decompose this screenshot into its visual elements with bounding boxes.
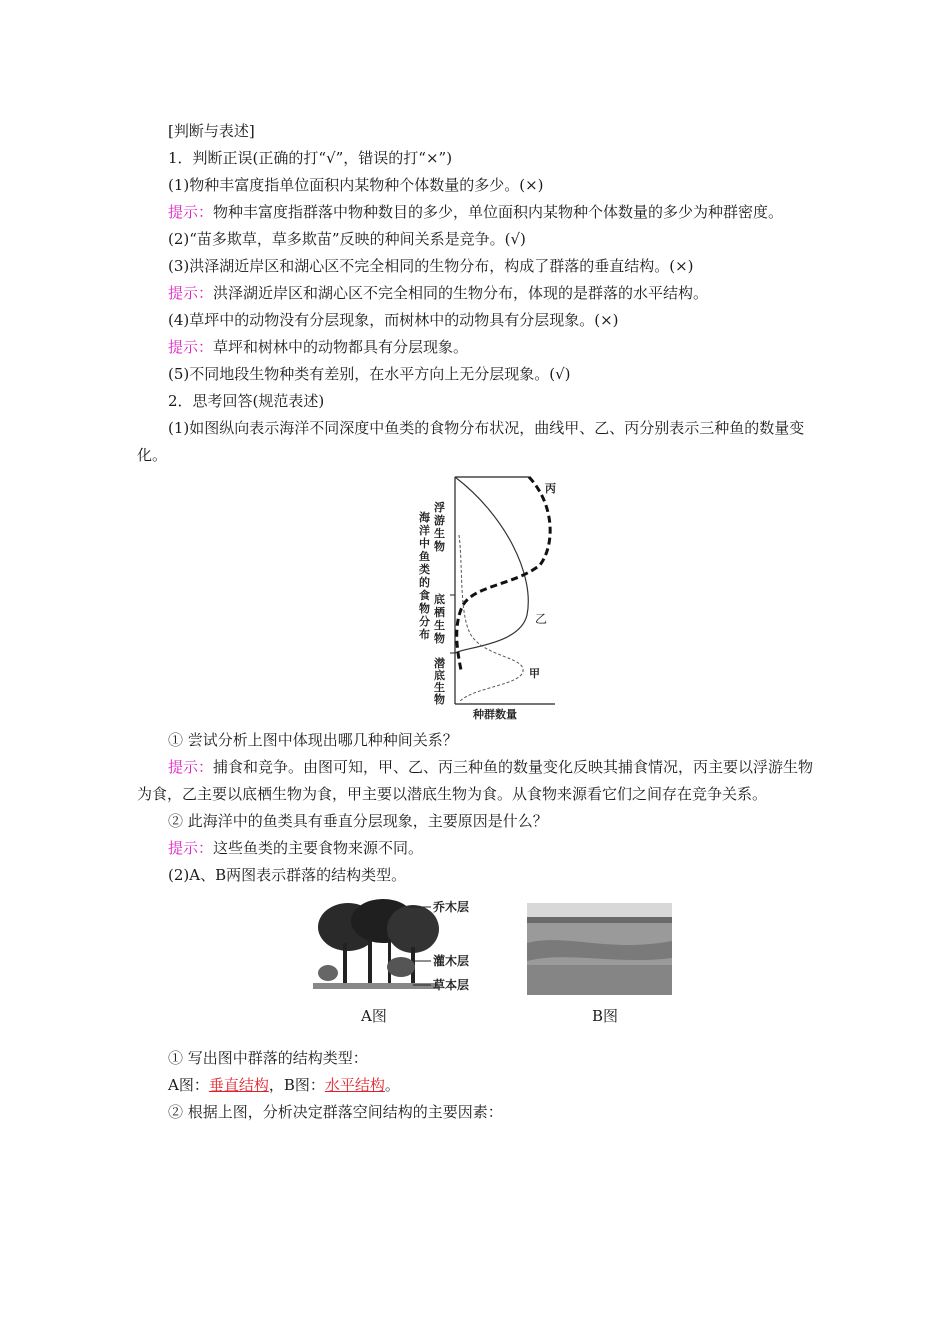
curve-label-yi: 乙 — [535, 612, 548, 626]
ylabel-char: 分 — [419, 615, 430, 628]
curve-jia — [459, 535, 523, 701]
curve-label-jia: 甲 — [529, 667, 540, 680]
tree-trunk — [368, 939, 372, 989]
zone-char: 栖 — [434, 606, 445, 619]
hint-text: 这些鱼类的主要食物来源不同。 — [213, 839, 424, 857]
question-2-part-1: (1)如图纵向表示海洋不同深度中鱼类的食物分布状况，曲线甲、乙、丙分别表示三种鱼的数量变化。 — [137, 419, 805, 464]
hint-label: 提示： — [168, 839, 214, 857]
document-body — [137, 118, 817, 1126]
sub-question-1: ① 尝试分析上图中体现出哪几种种间关系？ — [168, 731, 458, 749]
sky — [527, 903, 672, 917]
zone-char: 物 — [434, 540, 445, 553]
hint-text: 草坪和树林中的动物都具有分层现象。 — [213, 338, 469, 356]
tree-trunk — [343, 943, 347, 989]
ylabel-char: 海 — [419, 511, 430, 524]
end-mark: 。 — [384, 1076, 400, 1094]
curve-bing — [457, 477, 550, 670]
sub-question-2: ② 此海洋中的鱼类具有垂直分层现象，主要原因是什么？ — [168, 812, 548, 830]
answer-a: 垂直结构 — [208, 1076, 269, 1094]
y-axis-label — [418, 510, 431, 641]
zone-char: 生 — [434, 619, 445, 632]
zone-char: 生 — [434, 681, 445, 694]
statement-4: (4)草坪中的动物没有分层现象，而树林中的动物具有分层现象。(×) — [168, 311, 619, 329]
x-axis-label: 种群数量 — [473, 708, 517, 721]
fish-distribution-chart — [405, 475, 575, 721]
sub-answer-3 — [137, 1072, 817, 1099]
zone-label-text — [434, 656, 445, 706]
zone-label-plankton — [434, 500, 445, 553]
ylabel-char: 类 — [419, 563, 430, 576]
figure-fish-distribution — [137, 469, 817, 727]
statement-2: (2)“苗多欺草，草多欺苗”反映的种间关系是竞争。(√) — [168, 230, 526, 248]
herb-layer — [313, 983, 438, 989]
statement-5: (5)不同地段生物种类有差别，在水平方向上无分层现象。(√) — [168, 365, 571, 383]
zone-char: 物 — [434, 632, 445, 645]
zone-char: 物 — [434, 693, 445, 706]
grassland-photo — [527, 903, 672, 995]
ylabel-char: 中 — [419, 537, 430, 550]
zone-label-text — [434, 592, 445, 645]
hint-label: 提示： — [168, 758, 214, 776]
label-shrub-layer: 灌木层 — [433, 954, 470, 968]
sub-hint-1 — [137, 754, 817, 808]
horizon — [527, 917, 672, 923]
shrub — [387, 957, 415, 977]
zone-label-bottom — [434, 656, 445, 706]
a-figure-label: A图： — [168, 1076, 209, 1094]
tree-canopy — [387, 905, 439, 953]
hint-text: 捕食和竞争。由图可知，甲、乙、丙三种鱼的数量变化反映其捕食情况，丙主要以浮游生物为食，乙主要以底栖生物为食，甲主要以潜底生物为食。从食物来源看它们之间存在竞争关系。 — [137, 758, 814, 803]
ylabel-char: 食 — [419, 589, 430, 602]
ylabel-char: 的 — [419, 576, 430, 589]
zone-char: 底 — [434, 593, 445, 606]
curve-yi — [455, 477, 528, 653]
zone-char: 游 — [434, 514, 445, 527]
answer-b: 水平结构 — [324, 1076, 385, 1094]
question-1-title: 1．判断正误(正确的打“√”，错误的打“×”) — [168, 149, 453, 167]
statement-1: (1)物种丰富度指单位面积内某物种个体数量的多少。(×) — [168, 176, 544, 194]
caption-b: B图 — [592, 1007, 619, 1025]
ylabel-char: 鱼 — [419, 550, 430, 563]
zone-label-benthic — [434, 592, 445, 645]
sub-question-4: ② 根据上图，分析决定群落空间结构的主要因素： — [168, 1103, 503, 1121]
statement-3: (3)洪泽湖近岸区和湖心区不完全相同的生物分布，构成了群落的垂直结构。(×) — [168, 257, 694, 275]
sub-question-3: ① 写出图中群落的结构类型： — [168, 1049, 368, 1067]
hint-4 — [137, 334, 817, 361]
section-title: [判断与表述] — [168, 122, 255, 140]
hint-text: 洪泽湖近岸区和湖心区不完全相同的生物分布，体现的是群落的水平结构。 — [213, 284, 709, 302]
zone-char: 生 — [434, 527, 445, 540]
hint-label: 提示： — [168, 338, 214, 356]
hint-3 — [137, 280, 817, 307]
zone-label-text — [434, 500, 445, 553]
ylabel-char: 布 — [419, 628, 430, 641]
zone-char: 浮 — [434, 501, 445, 514]
question-2-title: 2．思考回答(规范表述) — [168, 392, 325, 410]
label-tree-layer: 乔木层 — [433, 900, 470, 914]
figure-community-structure — [137, 895, 817, 1045]
label-herb-layer: 草本层 — [433, 978, 470, 992]
caption-a: A图 — [361, 1007, 387, 1025]
foreground-field — [527, 965, 672, 995]
zone-char: 底 — [434, 669, 445, 682]
separator: ，B图： — [268, 1076, 325, 1094]
forest-illustration — [313, 899, 503, 995]
question-2-part-2: (2)A、B两图表示群落的结构类型。 — [168, 866, 407, 884]
hint-label: 提示： — [168, 203, 214, 221]
ylabel-char: 洋 — [419, 524, 430, 537]
hint-1 — [137, 199, 817, 226]
curve-label-bing: 丙 — [545, 482, 556, 495]
shrub — [318, 965, 338, 981]
ylabel-char: 物 — [419, 602, 430, 615]
hint-label: 提示： — [168, 284, 214, 302]
sub-hint-2 — [137, 835, 817, 862]
zone-char: 潜 — [434, 657, 445, 670]
hint-text: 物种丰富度指群落中物种数目的多少，单位面积内某物种个体数量的多少为种群密度。 — [213, 203, 784, 221]
